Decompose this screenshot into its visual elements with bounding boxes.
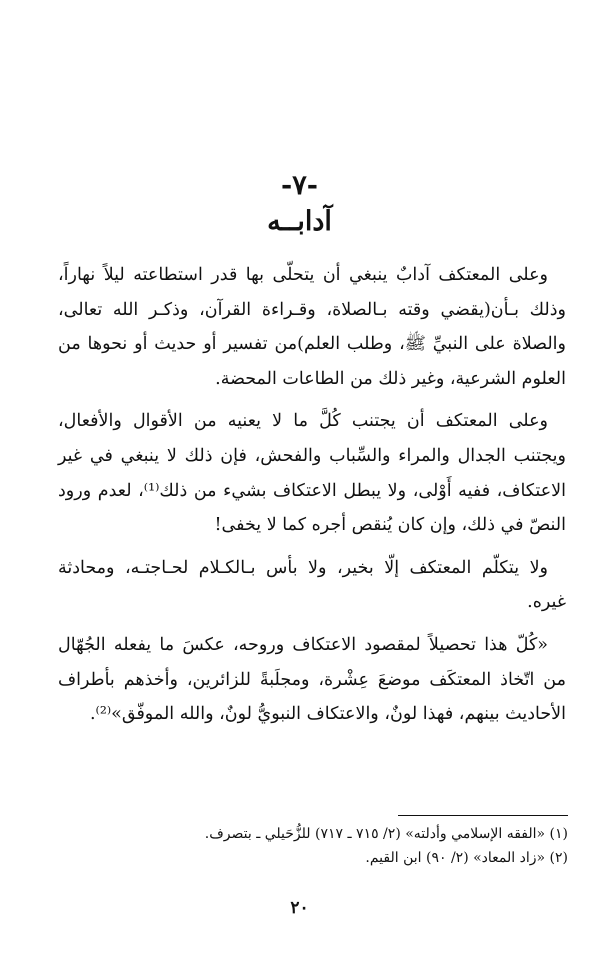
footnote-divider [398, 815, 568, 816]
page-number: ٢٠ [290, 898, 309, 918]
paragraph: وعلى المعتكف آدابٌ ينبغي أن يتحلّى بها قدر استطاعته ليلاً نهاراً، وذلك بـأن(يقضي وقته بـالصلاة، وقـراءة القرآن، وذكـر الله تعالى، والصلاة على النبيِّ ﷺ، وطلب العلم)من تفسير أو حديث أو نحوها من العلوم الشرعية، وغير ذلك من الطاعات المحضة. [58, 265, 566, 389]
footnote-1: (١) «الفقه الإسلامي وأدلته» (٢/ ٧١٥ ـ ٧١٧) للزُّحَيلي ـ بتصرف. [204, 826, 568, 842]
paragraph: وعلى المعتكف أن يجتنب كُلَّ ما لا يعنيه من الأقوال والأفعال، ويجتنب الجدال والمراء والسِّباب والفحش، فإن ذلك لا ينبغي في غير الاعتكاف، ففيه أَوْلى، ولا يبطل الاعتكاف بشيء من ذلك⁽¹⁾، لعدم ورود النصّ في ذلك، وإن كان يُنقص أجره كما لا يخفى! [58, 411, 567, 536]
body-text [58, 258, 566, 740]
chapter-title: آدابــه [267, 206, 332, 237]
paragraph: ولا يتكلّم المعتكف إلّا بخير، ولا بأس بـالكـلام لحـاجتـه، ومحادثة غيره. [58, 557, 566, 613]
chapter-number: -٧- [281, 170, 318, 201]
paragraph: «كُلّ هذا تحصيلاً لمقصود الاعتكاف وروحه، عكسَ ما يفعله الجُهّال من اتّخاذ المعتكَف موضعَ عِشْرة، ومجلَبةً للزائرين، وأخذهم بأطراف الأحاديث بينهم، فهذا لونٌ، والاعتكاف النبويُّ لونٌ، والله الموفّق»⁽²⁾. [58, 634, 566, 725]
footnotes [40, 822, 568, 870]
footnote-2: (٢) «زاد المعاد» (٢/ ٩٠) ابن القيم. [365, 850, 568, 866]
